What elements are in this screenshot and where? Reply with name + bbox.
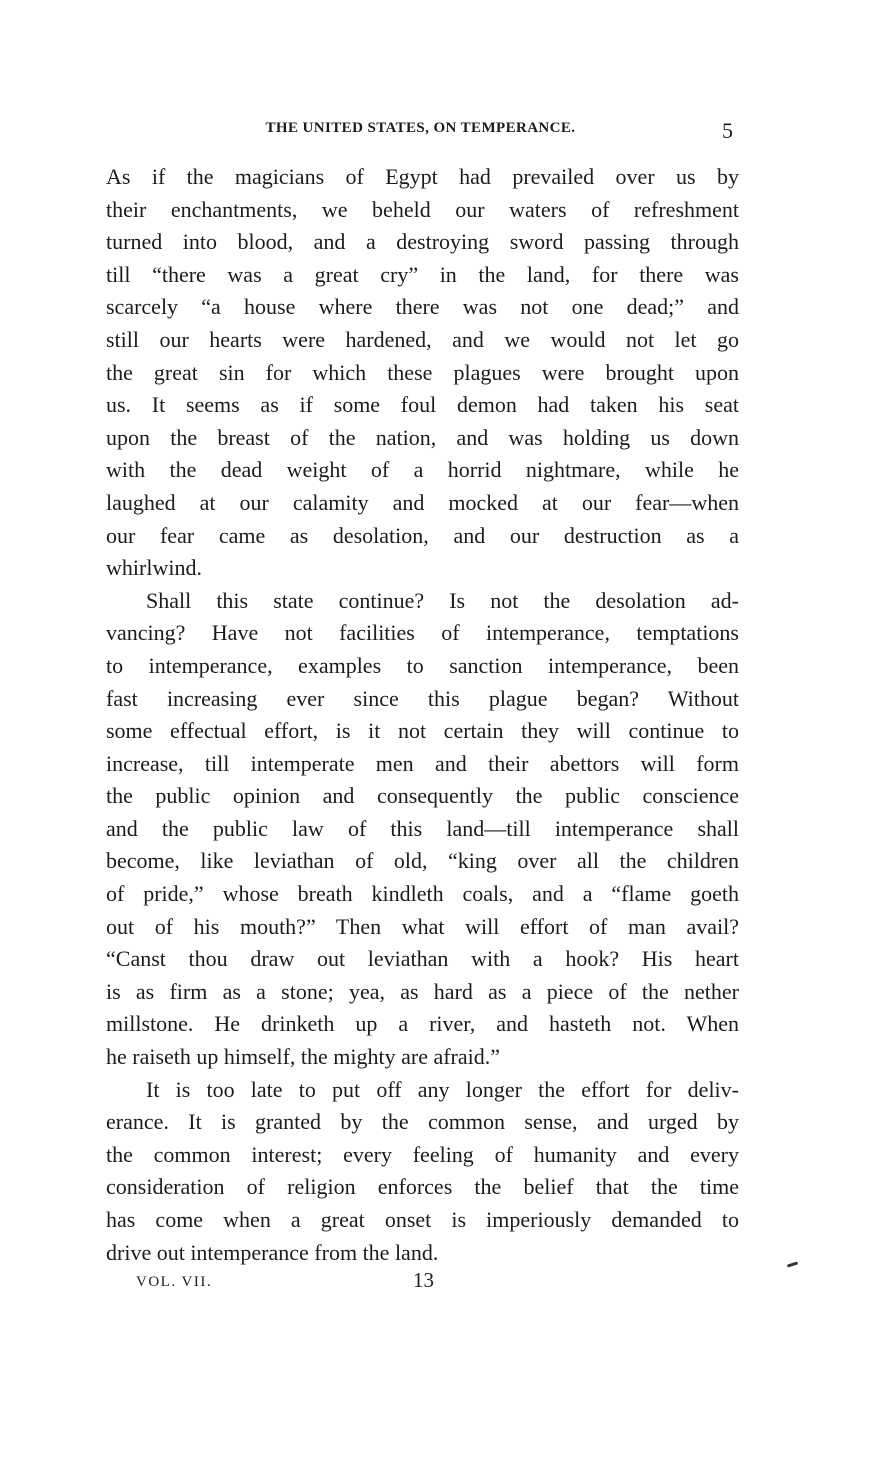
text-line: consideration of religion enforces the belief that the time [106,1174,739,1200]
paragraph-2 [106,585,739,1074]
running-title: THE UNITED STATES, ON TEMPERANCE. [265,120,576,136]
text-line: some effectual effort, is it not certain they will continue to [106,718,739,744]
text-line: the great sin for which these plagues were brought upon [106,359,739,385]
text-line: he raiseth up himself, the mighty are afraid.” [106,1044,501,1070]
text-line: still our hearts were hardened, and we would not let go [106,326,739,352]
text-line: vancing? Have not facilities of intemperance, temptations [106,620,739,646]
text-line: our fear came as desolation, and our destruction as a [106,522,739,548]
text-line: their enchantments, we beheld our waters of refreshment [106,196,739,222]
text-line: Shall this state continue? Is not the desolation ad- [146,587,739,613]
page-footer [0,1268,888,1298]
text-line: of pride,” whose breath kindleth coals, and a “flame goeth [106,881,739,907]
text-line: whirlwind. [106,555,202,581]
ink-speck [787,1261,798,1267]
text-line: is as firm as a stone; yea, as hard as a piece of the nether [106,978,739,1004]
text-line: fast increasing ever since this plague began? Without [106,685,739,711]
text-line: erance. It is granted by the common sense, and urged by [106,1109,739,1135]
text-line: and the public law of this land—till intemperance shall [106,815,739,841]
text-line: scarcely “a house where there was not one dead;” and [106,294,739,320]
body-text [106,161,739,1269]
text-line: become, like leviathan of old, “king over all the children [106,848,739,874]
running-header [0,118,888,144]
text-line: out of his mouth?” Then what will effort of man avail? [106,913,739,939]
page-number: 5 [722,118,733,143]
text-line: us. It seems as if some foul demon had taken his seat [106,392,739,418]
text-line: the common interest; every feeling of humanity and every [106,1141,739,1167]
text-line: to intemperance, examples to sanction intemperance, been [106,652,739,678]
text-line: has come when a great onset is imperiously demanded to [106,1207,739,1232]
text-line: with the dead weight of a horrid nightmare, while he [106,457,739,483]
text-line: till “there was a great cry” in the land, for there was [106,261,739,287]
paragraph-1 [106,161,739,585]
text-line: It is too late to put off any longer the effort for deliv- [146,1076,739,1102]
text-line: “Canst thou draw out leviathan with a hook? His heart [106,946,739,972]
text-line: As if the magicians of Egypt had prevailed over us by [106,164,739,189]
text-line: turned into blood, and a destroying sword passing through [106,229,739,255]
text-line: millstone. He drinketh up a river, and hasteth not. When [106,1011,739,1037]
text-line: increase, till intemperate men and their abettors will form [106,750,739,776]
signature-mark: VOL. VII. [136,1274,213,1290]
paragraph-3 [106,1074,739,1270]
folio-number: 13 [413,1268,434,1292]
text-line: drive out intemperance from the land. [106,1239,439,1265]
text-line: upon the breast of the nation, and was holding us down [106,424,739,450]
text-line: laughed at our calamity and mocked at our fear—when [106,489,739,515]
text-line: the public opinion and consequently the public conscience [106,783,739,809]
